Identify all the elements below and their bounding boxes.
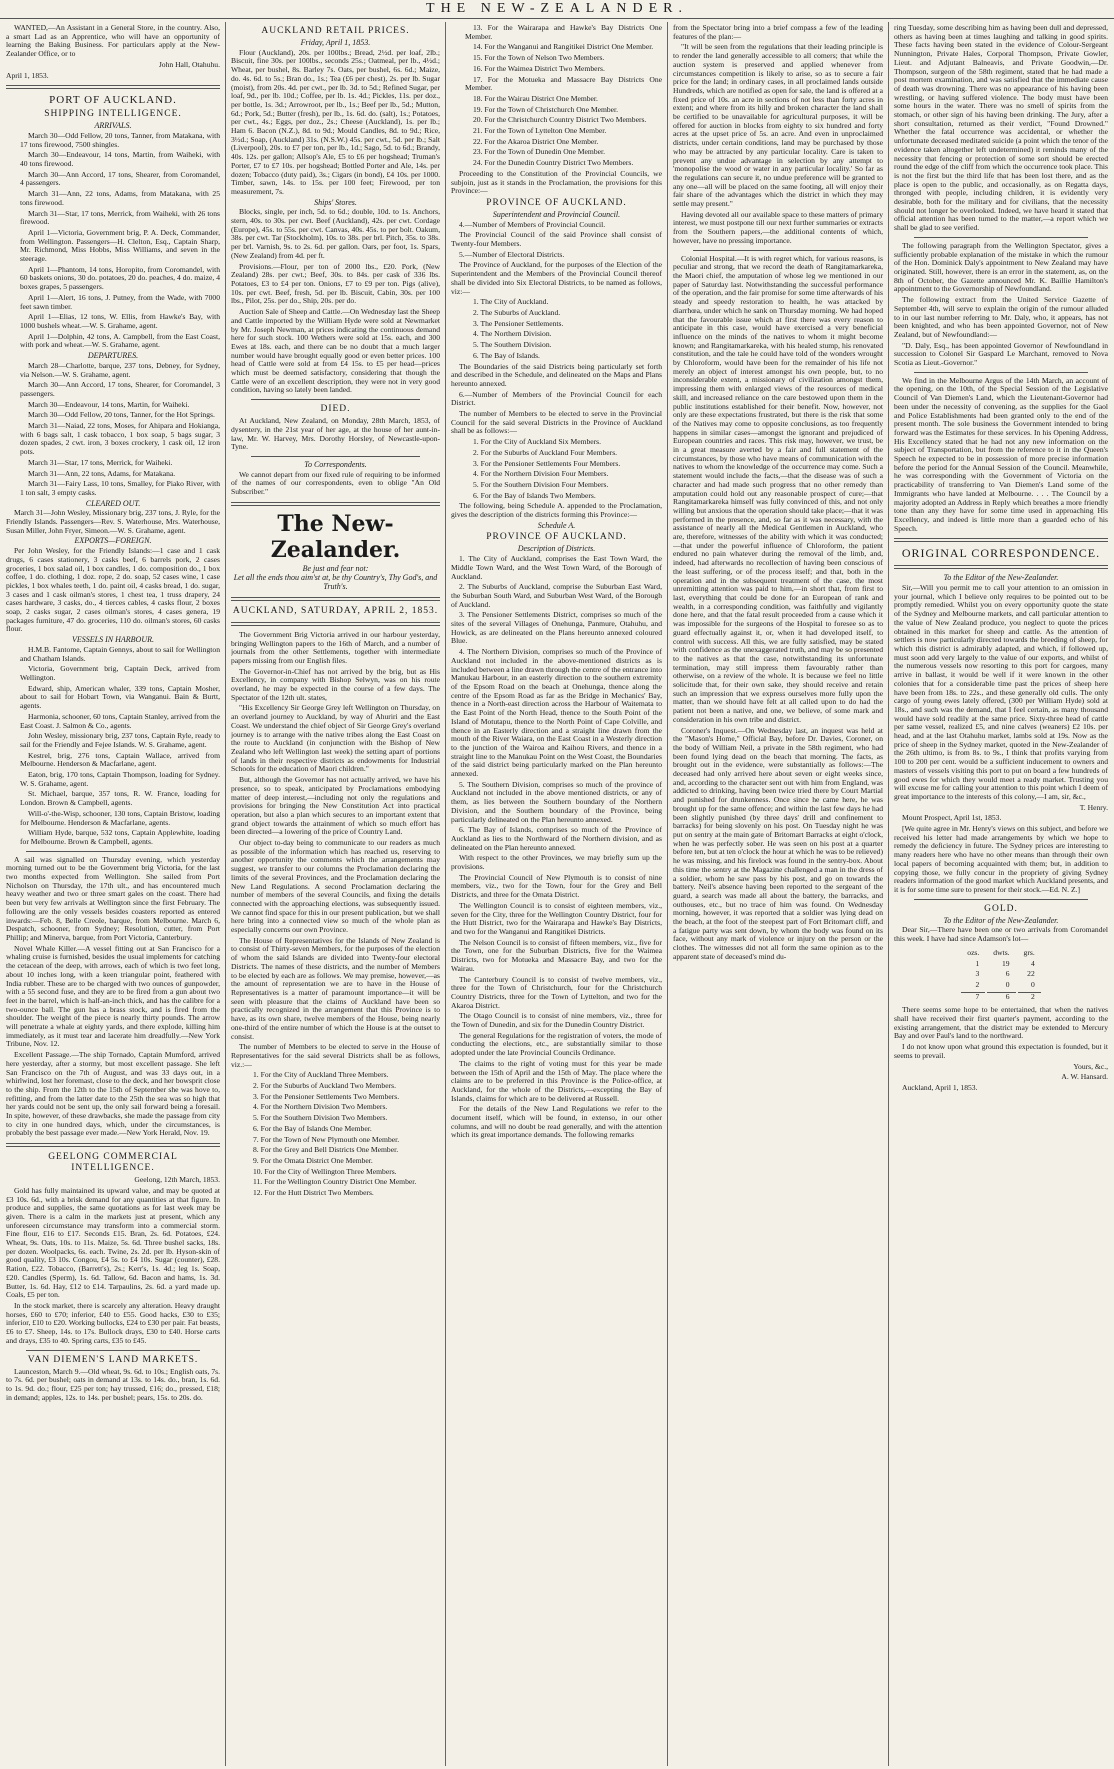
electoral-district-entry: 6. The Bay of Islands.	[473, 350, 540, 360]
masthead: THE NEW-ZEALANDER.	[0, 0, 1114, 19]
gold-total-cell: 2	[1018, 992, 1041, 1002]
departure-entry: March 30—Odd Fellow, 20 tons, Tanner, for the Hot Springs.	[28, 410, 215, 420]
arrival-entry: March 31—Ann, 22 tons, Adams, from Matakana, with 25 tons firewood.	[20, 189, 220, 207]
schedule-description: Description of Districts.	[517, 544, 596, 554]
letter-signature: T. Henry.	[1079, 802, 1108, 812]
column-4	[673, 24, 883, 1764]
departure-entry: March 31—Ann, 22 tons, Adams, for Matakana.	[28, 468, 176, 478]
gold-cell: 3	[975, 969, 980, 979]
column-rule	[888, 22, 889, 1766]
vessel-entry: Edward, ship, American whaler, 339 tons, Captain Mosher, about to sail for Hobart Town, via Wanganui. Bain & Burtt, agents.	[20, 683, 220, 711]
district-entry: 21. For the Town of Lyttelton One Member.	[473, 126, 607, 136]
member-entry: 1. For the City of Auckland Six Members.	[473, 437, 602, 447]
divider	[693, 250, 863, 251]
ad-date: April 1, 1853.	[6, 70, 49, 80]
inquest-continued: ring Tuesday, some describing him as having been dull and depressed, others as having been at times laughing and talking in good spirits. These facts having been stated in the evidence of Colour-Sergeant Nunnington, Private Hales, Corporal Thompson, Private Gowler, Lieut. and Adjutant Balneavis, and Private Goodwin,—Dr. Thompson, surgeon of the 58th regiment, stated that he had made a post mortem examination, and was satisfied that the immediate cause of death was drowning. There was no appearance of his having been wrestling, or having suffered violence. The body must have been some hours in the water. There was no smell of spirits from the stomach, or other sign of his having been drinking. The Jury, after a short consultation, returned as their verdict, "Found Drowned." Whether the fatal occurrence was accidental, or whether the unfortunate deceased meditated suicide (a point which the tenor of the evidence taken altogether left undetermined) it reminds many of the necessity that fencing or protection of some sort should be erected round the edge of the cliff from which the occurrence took place. This is not the first but the third life that has been lost there, and as the place is open to the public, and occasionally, as on Regatta days, thronged with people, including children, it is evidently very desirable, both for the military and for civilians, that the necessity should not longer be overlooked. Indeed, we have heard it stated that official attention has been turned to the matter,—a report which we shall be glad to see verified.	[894, 24, 1108, 233]
exports-text: Per John Wesley, for the Friendly Islands:—1 case and 1 cask drugs, 6 cases stationery, 3 casks beef, 6 barrels pork, 2 cases groceries, 1 box salad oil, 1 box candles, 1 do. composition do., 1 box coffee, 1 do. clothing, 1 doz. rope, 2 do. soap, 52 cases wine, 1 case pickles, 1 box whales teeth, 1 do. paint oil, 4 casks bread, 1 do. sugar, 3 cases and 1 cask oilman's stores, 1 chest tea, 1 truss drapery, 24 cases hardware, 3 casks, do., 4 tierces cables, 4 casks flour, 2 boxes soap, 2 casks sugar, 2 cases oilman's stores, 4 cases genera, 19 packages furniture, 47 do. groceries, 110 do. oilman's stores, 60 casks flour.	[6, 546, 220, 634]
arrival-entry: March 31—Star, 17 tons, Merrick, from Waiheki, with 26 tons firewood.	[20, 208, 220, 227]
died-title: DIED.	[320, 404, 351, 415]
district-entry: 9. For the Omata District One Member.	[253, 1155, 373, 1165]
divider	[914, 899, 1088, 900]
schedule-title: Schedule A.	[537, 520, 576, 530]
district-entry: 17. For the Motueka and Massacre Bay Districts One Member.	[465, 74, 662, 93]
gold-total-cell: 6	[987, 992, 1015, 1002]
vessel-entry: Eaton, brig, 170 tons, Captain Thompson, loading for Sydney. W. S. Grahame, agent.	[20, 770, 220, 788]
vessel-entry: St. Michael, barque, 357 tons, R. W. France, loading for London. Brown & Campbell, agents.	[20, 789, 220, 808]
vessels-title: VESSELS IN HARBOUR.	[72, 635, 154, 645]
boundaries-text: The Boundaries of the said Districts being particularly set forth and described in the Schedule, and delineated on the Maps and Plans hereunto annexed.	[451, 361, 662, 388]
vessel-entry: William Hyde, barque, 532 tons, Captain Applewhite, loading for Melbourne. Brown & Campbell, agents.	[20, 828, 220, 846]
claims-text: The claims to the right of voting must for this year be made between the 15th of April and the 15th of May. The place where the claims are to be preferred in this Province is the Police-office, at Auckland, for the whole of the Districts,—excepting the Bay of Islands, claims for which are to be delivered at Russell.	[451, 1058, 662, 1103]
leader-paragraph: The Governor-in-Chief has not arrived by the brig, but as His Excellency, in company with Bishop Selwyn, was on his route overland, he may be expected in the course of a few days. The Spectator of the 12th ult. states,	[231, 666, 440, 702]
divider	[914, 372, 1088, 373]
district-entry: 7. For the Town of New Plymouth one Member.	[253, 1134, 400, 1144]
member-entry: 3. For the Pensioner Settlements Four Members.	[473, 458, 621, 468]
dateline: AUCKLAND, SATURDAY, APRIL 2, 1853.	[232, 605, 439, 616]
divider	[894, 538, 1108, 542]
vessel-entry: Kestrel, brig, 276 tons, Captain Wallace, arrived from Melbourne. Henderson & Macfarlane, agent.	[20, 750, 220, 769]
arrival-entry: March 30—Endeavour, 14 tons, Martin, from Waiheki, with 40 tons firewood.	[20, 150, 220, 169]
member-entry: 4. For the Northern Division Four Members.	[473, 469, 609, 479]
retail-text: Flour (Auckland), 20s. per 100lbs.; Bread, 2½d. per loaf, 2lb.; Biscuit, fine 30s. per 100lbs., seconds 25s.; Oatmeal, per lb., 4½d.; Wheat, per bushel, 8s. Barley 7s. Oats, per bushel, 6s. 6d.; Maize, do. 4s. 6d. to 5s.; Bran do., 1s.; Tea (£6 per chest), 2s. per lb. Sugar (moist), from 20s. 4d. per cwt., per lb. 3d. to 5d.; Refined Sugar, per loaf, 9d., per lb. 10d.; Coffee, per lb. 1s. 4d.; Pickles, 11s. per doz., per bottle, 1s. 3d.; Arrowroot, per lb., 1s.; Beef per lb., 5d.; Mutton, 6d.; Pork, 5d.; Butter (fresh), per lb., 1s. 6d. do. (salt), 1s.; Potatoes, per cwt., 4s.; Eggs, per doz., 2s.; Cheese (Auckland), 1s. per lb.; Ham 6. Bacon (N.Z.), 8d. to 9d.; Mould Candles, 8d. to 9d.; Rice, 3½d.; Soap, (Auckland) 31s. (N.S.W.) 45s. per cwt., 5d. per lb.; Salt (Liverpool), 20s. to £7 per ton, per lb., 1d.; Sago, 5d. to 6d.; Brandy, 40s. 12s. per gallon; Allsop's Ale, £5 to £6 per hogshead; Truman's Porter, £7 to £7 10s. per hogshead; Bottled Porter and Ale, 14s. per dozen; Tobacco (duty paid), 3s.; Cigars (in bond), £4 10s. per 1000. Timber, sawn, 14s. to 15s. per 100 feet; Firewood, per ton measurement, 7s.	[231, 47, 440, 196]
land-regulations-text: For the details of the New Land Regulations we refer to the document itself, which will be found, in extenso, in our other columns, and will no doubt be read generally, and with the attention which its great importance demands. The following remarks	[451, 1104, 662, 1140]
letter-place: Mount Prospect, April 1st, 1853.	[902, 813, 1002, 823]
member-entry: 6. For the Bay of Islands Two Members.	[473, 490, 596, 500]
gold-table	[959, 947, 1042, 1004]
port-title: PORT OF AUCKLAND.	[49, 94, 177, 107]
district-entry: 18. For the Wairau District One Member.	[473, 93, 598, 103]
arrival-entry: March 30—Odd Fellow, 20 tons, Tanner, from Matakana, with 17 tons firewood, 7500 shingles.	[20, 130, 220, 149]
district-entry: 11. For the Wellington Country District One Member.	[253, 1177, 417, 1187]
letter-text: Sir,—Will you permit me to call your attention to an omission in your journal, which I believe only requires to be pointed out to be promptly remedied. Whilst you on every opportunity quote the state of the Sydney and Melbourne markets, and call particular attention to the value of New Zealand produce, you neglect to quote the prices obtained in this market for sheep and cattle. As the attention of settlers is now particularly directed towards the breeding of sheep, for which this district is admirably adapted, and which, if followed up, must soon add very largely to the value of our exports, and whilst of the numerous vessels now resorting to this port for cargoes, many arrive in ballast, it would be well if it were known in the other colonies that for a considerable time past the prices of sheep here have been from 18s. to 22s., and these generally old culls. The only cargo of young ewes lately offered, (300 per William Hyde) sold at 18s., and such was the demand, that I feel certain, as many thousand would have sold readily at the same price. Sixty-three head of cattle per same vessel, realized £5, and nine calves (weaners) £2 10s. per head, and at the last Otahuhu market, lambs sold at 19s. Now as the price of sheep in the Sydney market, quoted in the New-Zealander of the 26th ultimo, is from 8s. to 9s., I think that profits varying from 100 to 200 per cent. would be a sufficient inducement to owners and masters of vessels visiting this port to put on board a few hundreds of good ewes for which they would meet a ready market. Trusting you will excuse me for calling your attention to this point which I deem of great importance to the interests of this colony,—I am, sir, &c.,	[894, 583, 1108, 801]
districts-list	[231, 1071, 440, 1197]
section-4-text: The Provincial Council of the said Province shall consist of Twenty-four Members.	[451, 230, 662, 249]
district-entry: 19. For the Town of Christchurch One Member.	[473, 104, 619, 114]
excellent-passage-text: Excellent Passage.—The ship Tornado, Captain Mumford, arrived here yesterday, after a stormy, but most excellent passage. She left San Francisco on the 7th of August, and was 33 days out, in a whirlwind, lost her foremast, close to the deck, and her bowsprit close to the ship. From the 12th to the 15th of September she was hove to, refitting, and from the latter date to the 25th the sea was so high that her yards could not be sent up, the only sail forward being a foresail. In spite, however, of these drawbacks, she made the passage from city to city in one hundred days, which, under the circumstances, is probably the best passage ever made.—New York Herald, Nov. 19.	[6, 1050, 220, 1138]
geelong-text-2: In the stock market, there is scarcely any alteration. Heavy draught horses, £60 to £70; inferior, £40 to £55. Good hacks, £30 to £35; inferior, £10 to £20. Working bullocks, £24 to £30 per pair. Fat beasts, £6 to £7. Sheep, 14s. to 17s. Bullock drays, £30 to £40. Horse carts and drays, £35 to 40. Spring carts, £35 to £45.	[6, 1301, 220, 1345]
electoral-district-entry: 3. The Pensioner Settlements.	[473, 318, 564, 328]
district-entry: 2. For the Suburbs of Auckland Two Members.	[253, 1081, 396, 1091]
section-5-heading: 5.—Number of Electoral Districts.	[459, 249, 565, 259]
gold-row	[961, 981, 1040, 990]
leader-paragraph: But, although the Governor has not actually arrived, we have his presence, so to speak, anticipated by Proclamations embodying matter of deep interest,—including not only the regulations and provisions for bringing the New Constitution Act into practical operation, but also a plan which secures to an important extent that grand object towards the attainment of which so much effort has been directed—a lowering of the price of Country Land.	[231, 775, 440, 837]
hospital-text: Colonial Hospital.—It is with regret which, for various reasons, is peculiar and strong, that we record the death of Rangitamarkareka, the Maori chief, the amputation of whose leg we mentioned in our paper of Saturday last. Notwithstanding the successful performance of the operation, and the fair promise for some time afterwards of his steady and speedy restoration to health, he was attacked by diarrhœa, under which he sank on Thursday morning. We had hoped that the favourable issue which at first there was every reason to anticipate in this case, would have exercised a very beneficial influence on the minds of the natives to whom it might become known; and Rangitamarkareka, with his healed stump, his renovated constitution, and the tale he could have told of the wonders wrought by Chloroform, would have been for the remainder of his life not merely an object of interest amongst his own people, but, to no inconsiderable extent, a missionary of civilization amongst them, impressing them with enlarged views of the resources of medical skill, and increased reliance on the care bestowed upon them in the public institutions established for their benefit. Now, however, not only are these expectations frustrated, but there is the risk that some of the Natives may come to opposite conclusions, as too frequently happens in similar cases—amongst the ignorant and prejudiced of European countries and races. This risk may, however, we trust, be in a great measure averted by a fair and full statement of the circumstances, by those who have means of communication with the natives to whom the knowledge of the occurrence may come. Such a statement would include the facts,—that the disease was of such a character and had made such progress that no other remedy than amputation could hold out any reasonable prospect of cure;—that Rangitamarkareka himself was fully convinced of this, and not only willing but anxious that the operation should take place;—that it was performed in the presence, and, so far as it was necessary, with the assistance of nearly all the Medical Gentlemen in Auckland, who are, therefore, witnesses of the ability with which it was conducted;—that under the powerful influence of Chloroform, the patient endured no pain whatever during the removal of the limb, and, indeed, had afterwards no recollection of having been conscious of the least suffering, or of the process itself; and that, both in the operation and in the subsequent treatment of the case, the most unremitting attention was paid to him,—in short that, from first to last, everything that could be done for an European of rank and wealth, in a corresponding condition, was faithfully and vigilantly done here, and that the fatal result proceeded from a cause which it was impossible for the surgeons of the Hospital to foresee so as to guard effectually against it, or, when it had developed itself, to control with success. All this, we are fully satisfied, may be stated with confidence as the unexaggerated truth, and may be so presented to the natives as that the case, notwithstanding its unfortunate termination, may still impress them favourably rather than otherwise, on a review of the whole. It is because we feel no little solicitude that, for their own sake, they should receive and retain such an impression that we express ourselves more fully upon the matter, than we should have felt at all called upon to do had the patient not been a native, and one, we believe, of some mark and consideration in his own tribe and district.	[673, 253, 883, 724]
shipping-title: SHIPPING INTELLIGENCE.	[44, 109, 182, 120]
section-5-text: The Province of Auckland, for the purposes of the Election of the Superintendent and the Members of the Provincial Council thereof shall be divided into Six Electoral Districts, to be named as follows, viz:—	[451, 260, 662, 296]
electoral-districts-list	[451, 298, 662, 360]
leader-paragraph: Our object to-day being to communicate to our readers as much as possible of the information which has reached us, reserving to another opportunity the comments which the arrangements may suggest, we transfer to our columns the Proclamation declaring the limits of the several Provinces, and the Proclamation declaring the New Land Regulations. A second Proclamation declaring the number of members of the several Councils, and fixing the details connected with the approaching elections, was subsequently issued. We cannot find space for this in our present publication, but we shall here bring into a connected view so much of the whole plan as especially concerns our own Province.	[231, 838, 440, 935]
arrival-entry: April 1—Victoria, Government brig, P. A. Deck, Commander, from Wellington. Passengers—H. Clelton, Esq., Captain Sharp, Mr. Richmond, Miss Hobbs, Miss Williams, and seven in the steerage.	[20, 227, 220, 264]
vessel-entry: Harmonia, schooner, 60 tons, Captain Stanley, arrived from the East Coast. J. Salmon & Co., agents.	[20, 711, 220, 730]
district-entry: 1. For the City of Auckland Three Members.	[253, 1070, 389, 1080]
schedule-intro: The following, being Schedule A. appended to the Proclamation, gives the description of the districts forming this Province:—	[451, 501, 662, 520]
divider	[894, 565, 1108, 569]
district-entry: 22. For the Akaroa District One Member.	[473, 136, 599, 146]
vessel-entry: Will-o'-the-Wisp, schooner, 130 tons, Captain Bristow, loading for Melbourne. Henderson & Macfarlane, agents.	[20, 808, 220, 827]
section-6-heading: 6.—Number of Members of the Provincial Council for each District.	[451, 389, 662, 408]
schedule-5: 5. The Southern Division, comprises so much of the province of Auckland not included in the above mentioned districts, or any of them, as lies between the Southern boundary of the Northern Division, and the Southern boundary of the Province, being particularly delineated on the Plan hereunto annexed.	[451, 779, 662, 824]
leader-paragraph: The number of Members to be elected to serve in the House of Representatives for the said several Districts shall be as follows, viz.:—	[231, 1042, 440, 1069]
arrival-entry: April 1—Dolphin, 42 tons, A. Campbell, from the East Coast, with pork and wheat.—W. S. Grahame, agent.	[20, 331, 220, 350]
divider	[231, 597, 440, 601]
vessel-entry: Victoria, Government brig, Captain Deck, arrived from Wellington.	[20, 664, 220, 682]
retail-date: Friday, April 1, 1853.	[300, 38, 371, 47]
divider	[251, 399, 420, 400]
column-rule	[445, 22, 446, 1766]
districts-list-continued	[451, 24, 662, 168]
arrival-entry: April 1—Phantom, 14 tons, Horopito, from Coromandel, with 60 baskets onions, 30 do. potatoes, 20 do. peaches, 4 do. maize, 4 boxes grapes, 5 passengers.	[20, 264, 220, 292]
electoral-district-entry: 5. The Southern Division.	[473, 340, 552, 350]
postpone-text: Having devoted all our available space to these matters of primary interest, we must postpone till our next further summaries or extracts from the Southern papers,—the additional contents of which, however, have no pressing importance.	[673, 209, 883, 245]
departure-entry: March 30—Endeavour, 14 tons, Martin, for Waiheki.	[28, 399, 190, 409]
gold-header-cell: dwts.	[993, 947, 1010, 957]
leader-paragraph: "His Excellency Sir George Grey left Wellington on Thursday, on an overland journey to Auckland, by way of Ahuriri and the East Coast. We understand the chief object of Sir George Grey's overland journey is to arrange with the native tribes along the East Coast on the route to Auckland (in conjunction with the Bishop of New Zealand who left Wellington last week) the setting apart of portions of lands in their respective districts as endowments for Industrial Schools for the education of Maori children."	[231, 703, 440, 774]
column-rule	[225, 22, 226, 1766]
district-entry: 24. For the Dunedin Country District Two Members.	[473, 158, 634, 168]
motto-line-2: Let all the ends thou aim'st at, be thy Country's, Thy God's, and Truth's.	[233, 573, 438, 592]
schedule-1: 1. The City of Auckland, comprises the East Town Ward, the Middle Town Ward, and the West Town Ward, of the Borough of Auckland.	[451, 554, 662, 581]
district-entry: 5. For the Southern Division Two Members.	[253, 1113, 388, 1123]
retail-title: AUCKLAND RETAIL PRICES.	[261, 26, 410, 36]
section-4-heading: 4.—Number of Members of Provincial Council.	[459, 219, 606, 229]
vdl-title: VAN DIEMEN'S LAND MARKETS.	[27, 1354, 199, 1365]
novel-whale-text: Novel Whale Killer.—A vessel fitting out at San Francisco for a whaling cruise is furnished, besides the usual implements for catching the cetacean of the deep, with arrows, each of which is two feet long, about 10 inches long, with a keen triangular point, feathered with India rubber. These are to be charged with two ounces of gunpowder, with a 55 second fuse, and they are to be fired from a gun about two feet in the barrel, which is half-an-inch thick, and has the calibre for a two-ounce ball. The gun has a brass stock, and is fired from the shoulder. The weight of the piece is nearly thirty pounds. The arrow will penetrate a whale at eighty yards, and there explode, killing him immediately, as it must tear and lacerate him dreadfully.—New York Tribune, Nov. 12.	[6, 943, 220, 1049]
spectator-quote: "It will be seen from the regulations that their leading principle is to render the land generally accessible to all comers; that while the auction system is preserved and applied whenever from circumstances competition is likely to arise, so as to secure a fair price for the land; in ordinary cases, in all proclaimed lands outside Hundreds, which are notified as open for sale, the land is offered at a fixed price of 10s. an acre in sections of not less than forty acres in extent; and where from its hilly and broken character the land shall be certified to be unavailable for agricultural purposes, it will be offered for auction in blocks from eighty to six hundred and forty acres at the upset price of 5s. an acre. And even in unproclaimed districts, under certain conditions, land may be purchased by those who may be attracted by any particular locality. Care is taken to prevent any undue advantage in selection by any attempt to 'monopolise the wood or water in any particular locality.' So far as the regulations can secure it, no undue preference will be granted to any one—all will be placed on the same footing, all will enjoy their fair share of the advantages which the district in which they may settle may present."	[673, 42, 883, 209]
electoral-district-entry: 2. The Suburbs of Auckland.	[473, 307, 561, 317]
vessels-list	[6, 646, 220, 847]
geelong-text: Gold has fully maintained its upward value, and may be quoted at £3 10s. 6d., with a brisk demand for any quantities at that figure. In produce and supplies, the same quotations as for last week may be given. There is a calm in the markets just at present, which any unforeseen circumstance may transform into a commercial storm. Fine flour, £16 to £17. Seconds £15. Bran, 2s. 6d. Potatoes, £24. Wheat, 9s. Oats, 10s. to 11s. Maize, 5s. 6d. Three bushel sacks, 18s. per dozen. Woolpacks, 6s. each. Twine, 2s. 2d. per lb. Hyson-skin of good quality, £3 10s. Congou, £4 5s. to £4 10s. Sugar (counter), £28. Ration, £22. Tobacco, (Barrett's), 2s.; Kerr's, 1s. 4d.; leg 1s. Soap, £20. Candles (Sperm), 1s. 6d. Tallow, 6d. Bacon and hams, 1s. 3d. Butter, 1s. 6d. Hay, £12 to £14. Tarpaulins, 2s. 6d. a yard made up. Coals, £5 per ton.	[6, 1185, 220, 1300]
geelong-title: GEELONG COMMERCIAL INTELLIGENCE.	[48, 1152, 178, 1174]
district-entry: 16. For the Waimea District Two Members.	[473, 63, 605, 73]
sail-signal-text: A sail was signalled on Thursday evening, which yesterday morning turned out to be the Government brig Victoria, for the last two months expected from Wellington. She sailed from Port Nicholson on Thursday, the 17th ult., and has encountered much heavy weather and two or three smart gales on the coast. There had been but very few arrivals at Wellington since the first February. The following are the only vessels besides coasters reported as entered inwards:—Feb. 8, Belle Creole, barque, from Melbourne. March 6, Despatch, schooner, from Sydney; Resolution, cutter, from Port Phillip; and Minerva, barque, from Port Victoria, Canterbury.	[6, 854, 220, 942]
gold-cell: 4	[1030, 958, 1035, 968]
leader-article	[231, 631, 440, 1069]
wellington-text: The Wellington Council is to consist of eighteen members, viz., seven for the City, three for the Wellington Country District, four for the Hutt District, two for the Wairarapa and Hawke's Bay Districts, and two for the Wanganui and Rangitikei Districts.	[451, 900, 662, 936]
district-entry: 8. For the Grey and Bell Districts One Member.	[253, 1145, 399, 1155]
gold-cell: 19	[1001, 958, 1010, 968]
schedule-6: 6. The Bay of Islands, comprises so much of the Province of Auckland as lies to the Northward of the Northern division, and as delineated on the Plan hereunto annexed.	[451, 825, 662, 852]
gold-title: GOLD.	[984, 903, 1018, 914]
divider	[6, 1143, 220, 1147]
column-3	[451, 24, 662, 1764]
gold-row	[961, 960, 1040, 969]
departure-entry: March 31—Star, 17 tons, Merrick, for Waiheki.	[28, 457, 173, 467]
district-entry: 15. For the Town of Nelson Two Members.	[473, 53, 605, 63]
departure-entry: March 30—Ann Accord, 17 tons, Shearer, for Coromandel, 3 passengers.	[20, 380, 220, 398]
arrivals-list	[6, 132, 220, 350]
divider	[6, 85, 220, 89]
district-entry: 6. For the Bay of Islands One Member.	[253, 1123, 372, 1133]
divider	[26, 851, 200, 852]
district-entry: 4. For the Northern Division Two Members.	[253, 1102, 388, 1112]
gold-row	[961, 970, 1040, 979]
column-rule	[667, 22, 668, 1766]
divider	[26, 1350, 200, 1351]
gold-text-1: There seems some hope to be entertained, that when the natives shall have received their first quarter's payment, according to the existing arrangement, that the district may be extended to Mercury Bay and over Paul's land to the northward.	[894, 1005, 1108, 1041]
column-2	[231, 24, 440, 1764]
column-1	[6, 24, 220, 1764]
divider	[231, 502, 440, 506]
inquest-text: Coroner's Inquest.—On Wednesday last, an inquest was held at the "Mason's Home," Official Bay, before Dr. Davies, Coroner, on the body of William Neil, a private in the 58th regiment, who had been found lying dead on the beach that morning. The facts, as brought out in the evidence, were substantially as follows:—The deceased had only arrived here about seven or eight weeks since, and, according to the character sent out with him from England, was addicted to drinking, having been twice tried there by Court Martial and punished for drunkenness. Once since he came here, he was brought up for the same offence; and within the last few days he had been slightly punished (by three days' drill and confinement to barracks) for being slovenly on his post. On Tuesday night he was put on sentry at the main gate of Britomart Barracks at eight o'clock, when he was perfectly sober. He was seen on his post at a quarter before ten, but at ten o'clock the hour at which he was to be relieved) he was missing, and his firelock was found in the sentry-box. About this time the sentry at the Magazine challenged a man in the dress of a soldier, whom he saw pass by his post, and go on towards the battery. Neil's absence having been reported to the sergeant of the guard, a search was made all about the battery, the barracks, and outhouses, etc., but no trace of him was found. On Wednesday morning, however, it was reported that a soldier was lying dead on the beach, at the foot of the steepest part of Fort Britomart cliff, and a fatigue party was sent down, by whom the body was found on its face, without any mark of violence or injury on the person or the clothes. The witnesses did not all form the same opinion as to the apparent state of deceased's mind du-	[673, 725, 883, 961]
district-entry: 13. For the Wairarapa and Hawke's Bay Districts One Member.	[465, 24, 662, 41]
correspondents-title: To Correspondents.	[304, 459, 367, 469]
motto-line-1: Be just and fear not:	[302, 563, 369, 573]
leader-paragraph: The House of Representatives for the Islands of New Zealand is to consist of Thirty-seven Members, for the purposes of the election of whom the said Islands are divided into Twenty-four electoral Districts. The names of these districts, and the number of Members to be elected by each are as follows. We may premise, however,—as the amount of representation we are to have in the House of Representatives is a matter of paramount importance—it will be seen with pleasure that the claims of Auckland have been so practically recognized in the arrangement that this Province is to have, as its own share, twelve members of the House, being nearly one-third of the entire number of which the House is at the outset to consist.	[231, 935, 440, 1041]
gold-total-row	[961, 992, 1040, 1002]
schedule-4: 4. The Northern Division, comprises so much of the Province of Auckland not included in the above-mentioned districts as is included between a line drawn through the centre of the entrance into Manukau Harbour, in an easterly direction to the southern extremity of the Epsom Road on the beach at Onehunga, thence along the centre of the Epsom Road as far as the Bridge in Mechanics' Bay, thence in a North-east direction across the Harbour of Waitemata to the East Point of the North Head, thence to the South Point of the Island of Motutapu, thence to the North Point of Cape Colville, and thence in an Easterly direction and a straight line drawn from the mouth of the River Waiara, on the East Coast in a Westerly direction to the junction of the Wairoa and Kaihou Rivers, and thence in a straight line to the Manukau Point on the West Coast, the Boundaries of the said district being particularly marked on the Plan hereunto annexed.	[451, 647, 662, 779]
gold-to-editor: To the Editor of the New-Zealander.	[943, 915, 1059, 925]
superintendent-title: Superintendent and Provincial Council.	[492, 209, 621, 219]
district-entry: 12. For the Hutt District Two Members.	[253, 1188, 374, 1198]
province-title: PROVINCE OF AUCKLAND.	[486, 197, 627, 208]
gold-cell: 6	[1005, 969, 1010, 979]
departure-entry: March 28—Charlotte, barque, 237 tons, Debney, for Sydney, via Nelson.—W. S. Grahame, agent.	[20, 360, 220, 379]
correspondents-text: We cannot depart from our fixed rule of requiring to be informed of the names of our correspondents, even to oblige "An Old Subscriber."	[231, 469, 440, 497]
auction-text: Auction Sale of Sheep and Cattle.—On Wednesday last the Sheep and Cattle imported by the William Hyde were sold at Newmarket by Mr. Joseph Newman, at prices indicating the continuous demand here for such stock. 100 Wethers were sold at 15s. each, and 300 Ewes at 18s. each, and there can be no doubt that a much larger number would have brought equally good or even better prices. 100 head of Cattle were sold at from £4 15s. to £5 per head—prices which must be deemed satisfactory, considering that though the Cattle were of an excellent description, they were not in very good condition, having so lately been landed.	[231, 307, 440, 395]
gold-header-cell: ozs.	[967, 947, 980, 957]
gold-total-cell: 7	[961, 992, 985, 1002]
daly-extract: The following extract from the United Service Gazette of September 4th, will serve to explain the origin of the rumour alluded to in our last number referring to Mr. Daly, who, it appears, has not been knighted, and who has been appointed Governor, not of New Zealand, but of Newfoundland:—	[894, 295, 1108, 339]
district-entry: 20. For the Christchurch Country District Two Members.	[473, 115, 647, 125]
vessel-entry: John Wesley, missionary brig, 237 tons, Captain Ryle, ready to sail for the Friendly and Fejee Islands. W. S. Grahame, agent.	[20, 731, 220, 749]
column-5	[894, 24, 1108, 1764]
schedule-2: 2. The Suburbs of Auckland, comprise the Suburban East Ward, the Suburban South Ward, and Suburban West Ward, of the Borough of Auckland.	[451, 582, 662, 609]
editor-note: [We quite agree in Mr. Henry's views on this subject, and before we received his letter had made arrangements by which we hope to remedy the deficiency in future. The Sydney prices are interesting to many readers here who have no other means than through their own local papers of becoming acquainted with them; but, in addition to copying those, we fully concur in the propriety of giving Sydney readers information of the good market which Auckland presents, and it is for some time sure to present for their stock.—Ed. N. Z.]	[894, 824, 1108, 894]
electoral-district-entry: 1. The City of Auckland.	[473, 297, 549, 307]
other-provinces-text: With respect to the other Provinces, we may briefly sum up the provisions.	[451, 853, 662, 872]
gold-cell: 22	[1027, 969, 1035, 979]
original-correspondence-title: ORIGINAL CORRESPONDENCE.	[901, 546, 1101, 561]
member-entry: 5. For the Southern Division Four Members.	[473, 479, 609, 489]
divider	[251, 456, 420, 457]
arrival-entry: March 30—Ann Accord, 17 tons, Shearer, from Coromandel, 4 passengers.	[20, 169, 220, 188]
exports-title: EXPORTS—FOREIGN.	[74, 536, 152, 546]
arrival-entry: April 1—Elias, 12 tons, W. Ellis, from Hawke's Bay, with 1000 bushels wheat.—W. S. Grahame, agent.	[20, 312, 220, 330]
arrival-entry: April 1—Alert, 16 tons, J. Putney, from the Wade, with 7000 feet sawn timber.	[20, 292, 220, 311]
cleared-title: CLEARED OUT.	[85, 498, 141, 508]
leader-paragraph: The Government Brig Victoria arrived in our harbour yesterday, bringing Wellington papers to the 16th of March, and a number of journals from the other Settlements, together with intermediate papers missing from our English files.	[231, 629, 440, 665]
gold-place: Auckland, April 1, 1853.	[902, 1082, 978, 1092]
regulations-text: The general Regulations for the registration of voters, the mode of conducting the elections, etc., are substantially similar to those adopted under the late Provincial Councils Ordinance.	[451, 1030, 662, 1058]
schedule-3: 3. The Pensioner Settlements District, comprises so much of the sites of the several Villages of Onehunga, Panmure, Otahuhu, and Howick, as are delineated on the Plans hereunto annexed coloured Blue.	[451, 610, 662, 646]
letter-to-editor: To the Editor of the New-Zealander.	[943, 573, 1059, 583]
gold-sign-1: Yours, &c.,	[1073, 1061, 1108, 1071]
departure-entry: March 31—Naiad, 22 tons, Moses, for Ahipara and Hokianga, with 6 bags salt, 1 cask tobacco, 1 box soap, 5 bags sugar, 3 dozen spades, 2 cwt. iron, 3 boxes crockery, 1 cask oil, 12 iron pots.	[20, 421, 220, 457]
member-entry: 2. For the Suburbs of Auckland Four Members.	[473, 447, 618, 457]
vessel-entry: H.M.B. Fantome, Captain Gennys, about to sail for Wellington and Chatham Islands.	[20, 644, 220, 663]
section-6-text: The number of Members to be elected to serve in the Provincial Council for the said several Districts in the Province of Auckland shall be as follows:—	[451, 409, 662, 436]
paper-title: The New-Zealander.	[270, 510, 401, 563]
ad-wanted: WANTED,—An Assistant in a General Store, in the country. Also, a smart Lad as an Apprentice, who will have an opportunity of learning the Baking Business. For particulars apply at the New-Zealander Office, or to	[6, 24, 220, 59]
canterbury-text: The Canterbury Council is to consist of twelve members, viz., three for the Town of Christchurch, four for the Christchurch Country Districts, three for the Town of Lyttelton, and two for the Akaroa District.	[451, 974, 662, 1010]
cleared-text: March 31—John Wesley, Missionary brig, 237 tons, J. Ryle, for the Friendly Islands. Passengers—Rev. S. Waterhouse, Mrs. Waterhouse, Susan Miller, John Fryer, Simeon.—W. S. Grahame, agent.	[6, 508, 220, 535]
district-entry: 10. For the City of Wellington Three Members.	[253, 1166, 397, 1176]
gold-sign-2: A. W. Hansard.	[1061, 1072, 1108, 1082]
divider	[231, 622, 440, 626]
died-text: At Auckland, New Zealand, on Monday, 28th March, 1853, of dysentery, in the 21st year of her age, at the house of her aunt-in-law, Mr. W. Harvey, Mrs. Dorothy Horsley, of Newcastle-upon-Tyne.	[231, 416, 440, 452]
divider	[914, 237, 1088, 238]
departures-title: DEPARTURES.	[87, 351, 139, 361]
electoral-district-entry: 4. The Northern Division.	[473, 329, 552, 339]
gold-intro: Dear Sir,—There have been one or two arrivals from Coromandel this week. I have had since Adamson's lot—	[894, 925, 1108, 944]
gold-cell: 1	[975, 958, 980, 968]
daly-intro: The following paragraph from the Wellington Spectator, gives a sufficiently probable explanation of the mistake in which the rumour of the Hon. Dominick Daly's appointment to New Zealand may have originated. Still, however, there is an error in the statement, as, on the 8th of October, the Gazette announced Mr. K. Baillie Hamilton's appointment to the Governorship of Newfoundland.	[894, 240, 1108, 294]
vdl-text: Launceston, March 9.—Old wheat, 9s. 6d. to 10s.; English oats, 7s. to 7s. 6d. per bushel; oats in demand at 13s. to 14s. do., bran, 1s. 6d. to 1s. 9d. do.; flour, £25 per ton; hay trussed, £16; do., pressed, £18; in demand; apples, 12s. to 14s. per bushel; pears, 15s. to 20s. do.	[6, 1366, 220, 1402]
spectator-intro: from the Spectator bring into a brief compass a few of the leading features of the plan:—	[673, 24, 883, 41]
departures-list	[6, 362, 220, 498]
nelson-text: The Nelson Council is to consist of fifteen members, viz., five for the Town, one for the Suburban Districts, five for the Waimea Districts, two for Motueka and Massacre Bay, and two for the Wairau.	[451, 937, 662, 973]
vdl-council-text: We find in the Melbourne Argus of the 14th March, an account of the opening, on the 10th, of the Special Session of the Legislative Council of Van Diemen's Land, which the Lieutenant-Governor had been under the necessity of convening, as the supplies for the Gaol and Police Establishments had been granted only to the end of the present month. The sole business the Government intended to bring forward was the Estimates for these services. In his Opening Address, His Excellency stated that he had not any new information on the subject of Transportation, but from the reference to it in the Queen's Speech he expected to be in possession of more precise information before the period for the Annual Session of the Council. Meanwhile, he was corresponding with the Government of Victoria on the practicability of transferring to Van Diemen's Land some of the Immigrants who have landed at Melbourne. . . . The Council by a majority adopted an Address in Reply which breathes a more friendly tone than any they have for some time used in approaching His Excellency, and indeed is little more than a guarded echo of his Speech.	[894, 375, 1108, 533]
gold-header-cell: grs.	[1023, 947, 1035, 957]
ad-signature: John Hall, Otahuhu.	[158, 59, 220, 69]
gold-text-2: I do not know upon what ground this expectation is founded, but it seems to prevail.	[894, 1042, 1108, 1060]
gold-cell: 0	[1005, 979, 1010, 989]
district-entry: 23. For the Town of Dunedin One Member.	[473, 147, 605, 157]
provisions-text: Provisions.—Flour, per ton of 2000 lbs., £20. Pork, (New Zealand) 28s. per cwt.; Beef, 30s. to 84s. per cask of 336 lbs. Potatoes, £3 to £4 per ton. Onions, £7 to £9 per ton. Pigs (alive), 10s. per cwt. Beef, fresh, 5d. per lb. Biscuit, Cabin, 30s. per 100 lbs., Pilot, 25s. per do., Ship, 20s. per do.	[231, 261, 440, 306]
otago-text: The Otago Council is to consist of nine members, viz., three for the Town of Dunedin, and six for the Dunedin Country District.	[451, 1011, 662, 1030]
geelong-date: Geelong, 12th March, 1853.	[134, 1175, 220, 1185]
members-list	[451, 438, 662, 500]
district-entry: 14. For the Wanganui and Rangitikei District One Member.	[473, 42, 654, 52]
schedule-province: PROVINCE OF AUCKLAND.	[486, 532, 627, 543]
provincial-intro: Proceeding to the Constitution of the Provincial Councils, we subjoin, just as it stands in the Proclamation, the provisions for this Province:—	[451, 168, 662, 196]
daly-quote: "D. Daly, Esq., has been appointed Governor of Newfoundland in succession to Colonel Sir Gaspard Le Marchant, removed to Nova Scotia as Lieut.-Governor."	[894, 340, 1108, 368]
ships-stores-title: Ships' Stores.	[314, 197, 357, 207]
ships-stores-text: Blocks, single, per inch, 5d. to 6d.; double, 10d. to 1s. Anchors, stern, 40s. to 30s. per cwt. Beef (Auckland), 42s. per cwt. Cordage (Europe), 45s. to 55s. per cwt. Canvas, 40s. 45s. to per bolt. Oakum, 38s. per cwt. Tar (Stockholm), 10s. to 38s. per brl. Pitch, 35s. to 38s. per brl. Varnish, 9s. to 2s. 6d. per gallon. Oars, per foot, 1s. Spars, (New Zealand) from 4d. per ft.	[231, 207, 440, 260]
departure-entry: March 31—Fairy Lass, 10 tons, Smalley, for Piako River, with 1 ton salt, 3 empty casks.	[20, 479, 220, 497]
district-entry: 3. For the Pensioner Settlements Two Members.	[253, 1091, 400, 1101]
gold-cell: 0	[1030, 979, 1035, 989]
gold-cell: 2	[975, 979, 980, 989]
arrivals-title: ARRIVALS.	[94, 121, 132, 131]
new-plymouth-text: The Provincial Council of New Plymouth is to consist of nine members, viz., two for the Town, four for the Grey and Bell Districts, and three for the Omata District.	[451, 872, 662, 900]
